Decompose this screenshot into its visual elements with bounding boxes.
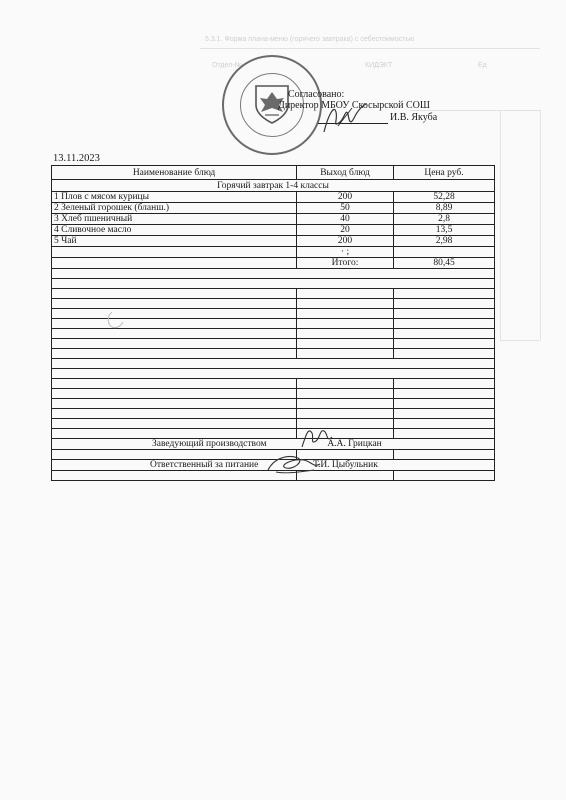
- table-header-row: [52, 166, 495, 180]
- empty-row: [52, 399, 495, 409]
- empty-row: [52, 289, 495, 299]
- dish-output: 200: [297, 236, 394, 247]
- empty-row: [52, 429, 495, 439]
- ghost-row-c: Ед: [478, 62, 487, 69]
- column-header: Цена руб.: [394, 166, 495, 180]
- total-row: [52, 258, 495, 269]
- director-signature: [318, 98, 372, 138]
- table-row: [52, 236, 495, 247]
- nutrition-role: Ответственный за питание: [150, 460, 259, 470]
- empty-row: [52, 409, 495, 419]
- dish-output: 20: [297, 225, 394, 236]
- dish-name: 2 Зеленый горошек (бланш.): [52, 203, 297, 214]
- document-date: 13.11.2023: [53, 153, 100, 164]
- dish-price: 2,98: [394, 236, 495, 247]
- empty-row: [52, 379, 495, 389]
- ghost-line: [500, 110, 501, 340]
- empty-row: [52, 359, 495, 369]
- manager-role: Заведующий производством: [152, 439, 267, 449]
- dish-price: 13,5: [394, 225, 495, 236]
- table-row: [52, 192, 495, 203]
- empty-row: [52, 369, 495, 379]
- empty-cell: [394, 247, 495, 258]
- ghost-line: [540, 110, 541, 340]
- approval-label: Согласовано:: [288, 89, 345, 100]
- table-row: [52, 225, 495, 236]
- empty-row: [52, 329, 495, 339]
- ghost-header: 5.3.1. Форма плана-меню (горячего завтрака) с себестоимостью: [205, 36, 415, 43]
- signature-row: [52, 439, 495, 450]
- manager-name: А.А. Грицкан: [327, 439, 382, 449]
- dish-price: 8,89: [394, 203, 495, 214]
- empty-row: [52, 279, 495, 289]
- manager-signature: [298, 425, 338, 451]
- approval-name: И.В. Якуба: [390, 112, 438, 123]
- nutrition-name: Т.И. Цыбульник: [313, 460, 378, 470]
- nutrition-signature: [264, 452, 324, 478]
- dish-name: 3 Хлеб пшеничный: [52, 214, 297, 225]
- approval-position: Директор МБОУ Скосырской СОШ: [278, 100, 430, 111]
- empty-cell: [52, 258, 297, 269]
- empty-row: [52, 349, 495, 359]
- empty-row: [52, 389, 495, 399]
- empty-row: [52, 339, 495, 349]
- column-header: Наименование блюд: [52, 166, 297, 180]
- empty-row: [52, 269, 495, 279]
- dish-name: 5 Чай: [52, 236, 297, 247]
- dish-price: 2,8: [394, 214, 495, 225]
- dish-price: 52,28: [394, 192, 495, 203]
- dish-output: 50: [297, 203, 394, 214]
- section-title: Горячий завтрак 1-4 классы: [52, 180, 495, 192]
- table-row: [52, 247, 495, 258]
- ghost-row-b: КИДЭКТ: [365, 62, 393, 69]
- dish-name: 1 Плов с мясом курицы: [52, 192, 297, 203]
- dish-output: 40: [297, 214, 394, 225]
- ghost-row-a: Отдел-№: [212, 62, 243, 69]
- section-row: [52, 180, 495, 192]
- total-label: Итого:: [297, 258, 394, 269]
- ghost-line: [200, 48, 540, 49]
- total-value: 80,45: [394, 258, 495, 269]
- dish-output: 200: [297, 192, 394, 203]
- table-row: [52, 203, 495, 214]
- empty-row: [52, 419, 495, 429]
- dish-name: 4 Сливочное масло: [52, 225, 297, 236]
- column-header: Выход блюд: [297, 166, 394, 180]
- ghost-line: [500, 340, 540, 341]
- pencil-mark: [104, 310, 126, 330]
- empty-row: [52, 299, 495, 309]
- table-row: [52, 214, 495, 225]
- empty-cell: [52, 247, 297, 258]
- blank-marker: · ;: [297, 247, 394, 258]
